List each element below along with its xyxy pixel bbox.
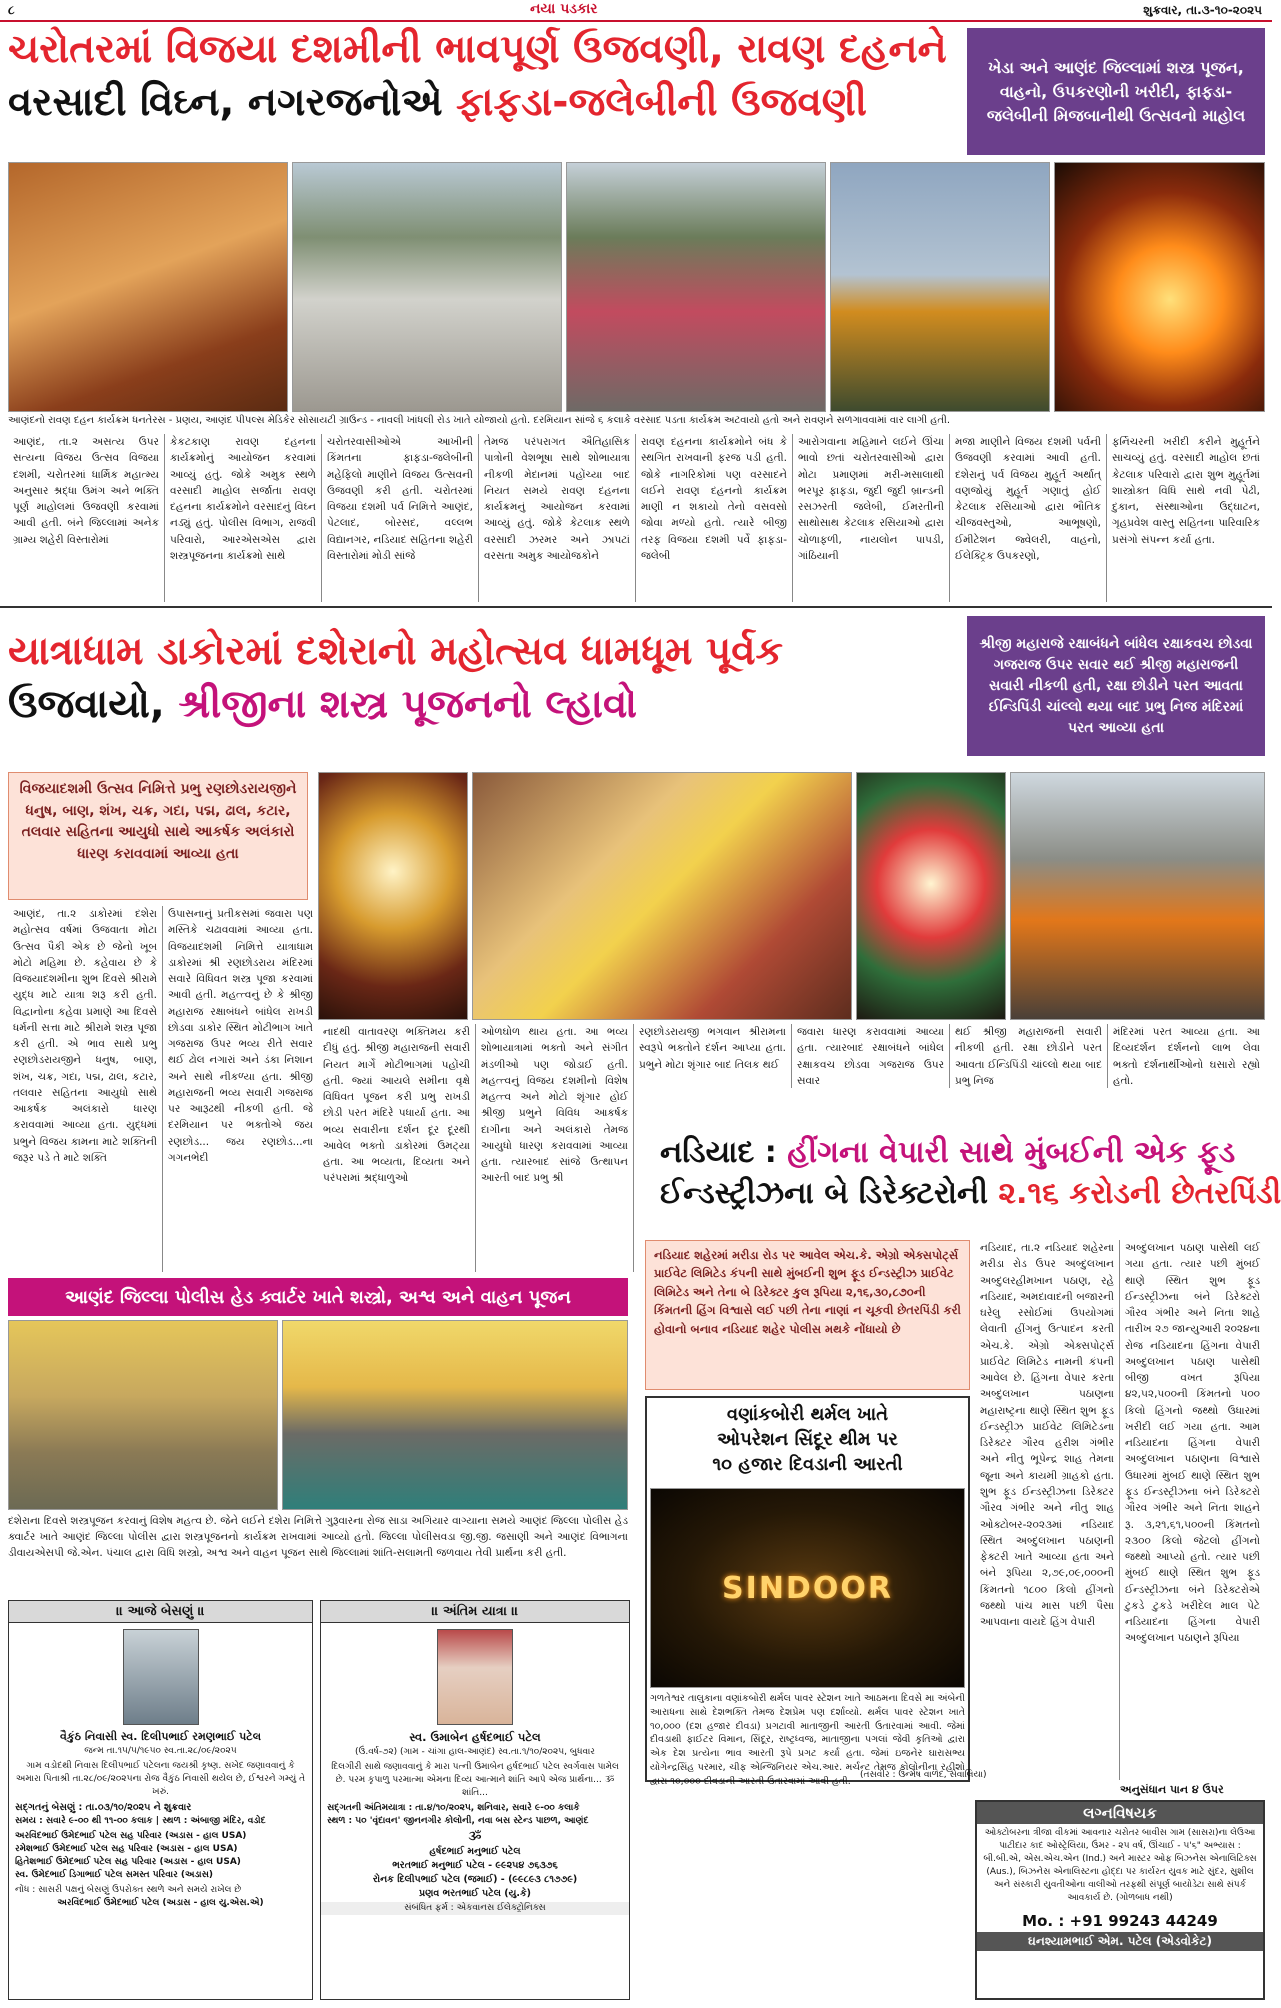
photo-chariot-procession: [292, 162, 562, 412]
obit2-family: ભરતભાઈ મનુભાઈ પટેલ - ૯૯૨૫૪ ૭૬૩૭૬: [392, 1860, 558, 1872]
story2-headline-highlight: શ્રીજીના શસ્ત્ર પૂજનનો લ્હાવો: [178, 681, 638, 727]
story2-body-left: [8, 906, 318, 1272]
story1-sidebox-text: ખેડા અને આણંદ જિલ્લામાં શસ્ત્ર પૂજન, વાહનો, ઉપકરણોની ખરીદી, ફાફડા-જલેબીની મિજબાનીથી ઉત્સવનો માહોલ: [986, 57, 1246, 125]
story3-kicker: નડિયાદ :: [660, 1135, 788, 1170]
obit2-text: દિલગીરી સાથે જણાવવાનું કે મારા પત્ની ઉમાબેન હર્ષદભાઈ પટેલ સ્વર્ગવાસ પામેલ છે. પરમ કૃપાળુ પરમાત્મા એમના દિવ્ય આત્માને શાંતિ આપે એજ પ્રાર્થના... ૐ શાંતિ...: [331, 1761, 619, 1798]
matrimony-text: ઓક્ટોબરના ત્રીજા વીકમાં આવનાર ચરોતર બાવીસ ગામ (સાસરા)ના લેઉઆ પાટીદાર કાદ ઓસ્ટ્રેલિયા, ઉંમર - ૨૫ વર્ષ, ઊંચાઈ - ૫'૬" અભ્યાસ : બી.બી.એ, એસ.એચ.એન (Ind.) અને માસ્ટર ઓફ બિઝનેસ એનાલિટિક્સ (Aus.), બિઝનેસ એનાલિસ્ટના હોદ્દા પર કાર્યરત યુવક માટે સુંદર, સુશીલ અને સંસ્કારી યુવતીઓના વાલીઓ તરફથી સંપૂર્ણ બાયોડેટા સાથે સંપર્ક આવકાર્ય છે. (ગોળબાધ નથી): [983, 1828, 1257, 1904]
obit2-box: [320, 1600, 630, 2000]
story1-col: ચરોતરવાસીઓએ આખીની કિંમતના ફાફડા-જલેબીની મહેફિલો માણીને વિજય ઉત્સવની ઉજવણી કરી હતી. ચરોતરમાં વિજયા દશમી પર્વ નિમિત્તે આણંદ, પેટલાદ, બોરસદ, વલ્લભ વિદ્યાનગર, નડિયાદ સહિતના શહેરી વિસ્તારોમાં મોડી સાંજે: [322, 434, 479, 602]
photo-diya-sindoor: [650, 1488, 965, 1688]
obit1-family: હિતેશભાઈ ઉમેદભાઈ પટેલ સહ પરિવાર (અડાસ - હાલ USA): [15, 1857, 241, 1868]
page-header: [0, 0, 1272, 22]
masthead: નયા પડકાર: [530, 1, 598, 17]
photo-decorated-deity: [856, 772, 1006, 1020]
photo-ravan-effigy: [830, 162, 1050, 412]
obit2-dates: (ઉં.વર્ષ-૭૨) (ગામ - ચાંગા હાલ-આણંદ) સ્વ.તા.૧/૧૦/૨૦૨૫, બુધવાર: [355, 1746, 595, 1757]
story1-headline: [8, 28, 958, 126]
story1-caption: આણંદનો રાવણ દહન કાર્યક્રમ ધનતેરસ - પ્રણય, આણંદ પીપલ્સ મેડિકેર સોસાયટી ગ્રાઉન્ડ - નાવલી ખાંધલી રોડ ખાતે યોજાયો હતો. દરમિયાન સાંજે ૬ કલાકે વરસાદ પડતા કાર્યક્રમ અટવાયો હતો અને રાવણને સળગાવવામાં વાર લાગી હતી.: [8, 415, 951, 426]
story2-pinkbox: [8, 772, 308, 900]
story5-credit: (તસવીર : ઉન્મેષ વાળંદ, સેવાલિયા): [860, 1770, 987, 1780]
story1-col: કેકટકાણ રાવણ દહનના કાર્યક્રમોનું આયોજન કરવામાં આવ્યું હતું. જોકે અમુક સ્થળે વરસાદી માહોલ સર્જાતા રાવણ દહનના કાર્યક્રમોને વરસાદનું વિઘ્ન નડ્યું હતું. પોલીસ વિભાગ, રાજવી પરિવારો, આરએસએસ દ્વારા શસ્ત્રપૂજનના કાર્યક્રમો સાથે: [165, 434, 322, 602]
page-number: ૮: [8, 3, 15, 17]
story5-body: ગળતેશ્વર તાલુકાના વણાંકબોરી થર્મલ પાવર સ્ટેશન ખાતે આઠમના દિવસે મા અંબેની આરાધના સાથે દેશભક્તિ તેમજ દેશપ્રેમ પણ દર્શાવ્યો. થર્મલ પાવર સ્ટેશન ખાતે ૧૦,૦૦૦ (દશ હજાર દીવડા) પ્રગટાવી માતાજીની આરતી ઉતારવામાં આવી. જેમાં દીવડાથી ફાઈટર વિમાન, સિંદૂર, રાષ્ટ્રધ્વજ, માતાજીના પગલાં જેવી કૃતિઓ દ્વારા એક દેશ પ્રત્યેના ભાવ આરતી રૂપે પ્રગટ કર્યા હતા. જેમાં ઇજનેર ઘારાસભ્ય યોગેન્દ્રસિંહ પરમાર, ચીફ એન્જિનિયર એચ.આર. મર્ચન્ટ તેમજ કોલોનીના રહીશો દ્વારા ૧૦,૦૦૦ દીવડાની આરતી ઉતારવામાં આવી હતી.: [650, 1693, 965, 1787]
story5-headline-line: ૧૦ હજાર દિવડાની આરતી: [712, 1454, 903, 1476]
obit1-family: રમેશભાઈ ઉમેદભાઈ પટેલ સહ પરિવાર (અડાસ - હાલ USA): [15, 1843, 238, 1854]
story1-body: [8, 434, 1265, 602]
story1-col: રાવણ દહનના કાર્યક્રમોને બંધ કે સ્થગિત રાખવાની ફરજ પડી હતી. જોકે નાગરિકોમાં પણ વરસાદને લઈને રાવણ દહનનો કાર્યક્રમ માણી ન શકાયો તેનો વસવસો જોવા મળ્યો હતો. ત્યારે બીજી તરફ વિજયા દશમી પર્વે ફાફડા-જલેબી: [636, 434, 793, 602]
story2-headline-part: ઉજવાયો,: [8, 681, 179, 727]
story5-headline-line: વણાંકબોરી થર્મલ ખાતે: [726, 1404, 889, 1425]
story1-sidebox: [967, 28, 1265, 155]
story4-photo-strip: [8, 1320, 628, 1510]
story2-col: ઉપાસનાનું પ્રતીકસમાં જવારા પણ મસ્તિકે ચઢાવવામાં આવ્યા હતા. વિજયાદશમી નિમિત્તે યાત્રાધામ ડાકોરમાં શ્રી રણછોડરાય મંદિરમાં સવારે વિધિવત શસ્ત્ર પૂજા કરવામાં આવી હતી. મહત્ત્વનું છે કે શ્રીજી મહારાજ રક્ષાબંધને બાંધેલ રાખડી છોડવા ડાકોર સ્થિત મોટીભાગ ખાતે ગજરાજ ઉપર ભવ્ય રીતે સવાર થઈ ઢોલ નગારાં અને ડંકા નિશાન અને સાથે નીકળ્યા હતા. શ્રીજી મહારાજની ભવ્ય સવારી ગજરાજ પર આરૂઢથી નીકળી હતી. જે દરમિયાન પર ભક્તોએ જય રણછોડ... જય રણછોડ...ના ગગનભેદી: [168, 908, 313, 1164]
photo-weapons-puja: [282, 1320, 628, 1510]
photo-ranchhodrai-idol: [318, 772, 468, 1020]
obit1-text: ગામ વડોદથી નિવાસ દિલીપભાઈ પટેલના જયશ્રી કૃષ્ણ. સખેદ જણાવવાનું કે અમારા પિતાશ્રી તા.૨૮/૦૯/૨૦૨૫ના રોજ વૈકુંઠ નિવાસી થયેલ છે, ઈશ્વરને ગમ્યું તે ખરું.: [15, 1760, 306, 1798]
obit2-families: [321, 1845, 629, 1900]
photo-shastra-puja: [472, 772, 852, 1020]
story2-col: જવારા ધારણ કરાવવામાં આવ્યા હતા. ત્યારબાદ રક્ષાબંધને બાંધેલ રક્ષાકવચ છોડવા ગજરાજ ઉપર સવાર: [792, 1024, 950, 1088]
photo-ravan-burning: [1054, 162, 1265, 412]
photo-food-stall: [8, 162, 288, 412]
obit1-time: સમય : સવારે ૯-૦૦ થી ૧૧-૦૦ કલાક | સ્થળ : અંબાજી મંદિર, વડોદ: [15, 1815, 266, 1826]
story2-sidebox: [967, 616, 1265, 756]
story2-col: રણછોડરાયજી ભગવાન શ્રીરામના સ્વરૂપે ભક્તોને દર્શન આપ્યા હતા. પ્રભુને મોટા શૃંગાર બાદ તિલક થઈ: [634, 1024, 792, 1088]
obit1-family: સ્વ. ઉમેદભાઈ ડિગાભાઈ પટેલ સમસ્ત પરિવાર (અડાસ): [15, 1870, 214, 1881]
story2-sidebox-text: શ્રીજી મહારાજે રક્ષાબંધને બાંધેલ રક્ષાકવચ છોડવા ગજરાજ ઉપર સવાર થઈ શ્રીજી મહારાજની સવારી નીકળી હતી, રક્ષા છોડીને પરત આવતા ઈન્ડિપિંડી ચાંલ્લો થયા બાદ પ્રભુ નિજ મંદિરમાં પરત આવ્યા હતા: [979, 635, 1253, 736]
story2-col: ઓળઘોળ થાય હતા. આ ભવ્ય શોભાયાત્રામાં ભક્તો અને સંગીત મંડળીઓ પણ જોડાઈ હતી. મહત્ત્વનું વિજય દશમીનો વિશેષ મહત્ત્વ અને મોટો શૃંગાર હોઈ શ્રીજી પ્રભુને વિવિધ આકર્ષક દાગીના અને અલંકારો તેમજ આયુધો ધારણ કરાવવામાં આવ્યા હતા. ત્યારબાદ સાંજે ઉત્થાપન આરતી બાદ પ્રભુ શ્રી: [476, 1024, 634, 1272]
story3-pinkbox: [645, 1240, 970, 1390]
matrimony-box: [975, 1800, 1265, 2000]
story3-col: અબ્દુલખાન પઠાણ પાસેથી લઈ ગયા હતા. ત્યાર પછી મુંબઈ થાણે સ્થિત શુભ ફૂડ ઈન્ડસ્ટ્રીઝના બંને ડિરેક્ટરો ગૌરવ ગંભીર અને નિતા શાહે તારીખ ૨૭ જાન્યુઆરી ૨૦૨૪ના રોજ નડિયાદના હિંગના વેપારી અબ્દુલખાન પઠાણ પાસેથી બીજી વખત રૂપિયા ૪૨,૫૨,૫૦૦ની કિંમતનો ૫૦૦ કિલો હિંગનો જથ્થો ઉધારમાં ખરીદી લઈ ગયા હતા. આમ નડિયાદના હિંગના વેપારી અબ્દુલખાન પઠાણના વિશ્વાસે ઉધારમાં મુંબઈ થાણે સ્થિત શુભ ફૂડ ઈન્ડસ્ટ્રીઝના બંને ડિરેક્ટરો ગૌરવ ગંભીર અને નિતા શાહને રૂ. ૩,૨૧,૬૧,૫૦૦ની કિંમતનો ૨૩૦૦ કિલો જેટલો હીંગનો જથ્થો આપ્યો હતો. ત્યાર પછી મુંબઈ થાણે સ્થિત શુભ ફૂડ ઈન્ડસ્ટ્રીઝના બંને ડિરેક્ટરોએ ટુકડે ટુકડે ખરીદેલ માલ પેટે નડિયાદના હિંગના વેપારી અબ્દુલખાન પઠાણને રૂપિયા: [1125, 1242, 1260, 1645]
story3-col: નડિયાદ, તા.૨ નડિયાદ શહેરના મરીડા રોડ ઉપર અબ્દુલખાન અબ્દુલરહીમખાન પઠાણ, રહે નડિયાદ, અમદાવાદની બજારની ઘરેલુ રસોઈમાં ઉપયોગમાં લેવાતી હીંગનું ઉત્પાદન કરતી એચ.કે. એગ્રો એક્સપોર્ટ્સ પ્રાઈવેટ લિમિટેડ નામની કંપની આવેલ છે. હિંગના વેપાર કરતા અબ્દુલખાન પઠાણના મહારાષ્ટ્રના થાણે સ્થિત શુભ ફૂડ ઈન્ડસ્ટ્રીઝ પ્રાઈવેટ લિમિટેડના ડિરેક્ટર ગૌરવ હરીશ ગંભીર અને નીતુ ભૂપેન્દ્ર શાહ તેમના જૂના અને કાયમી ગ્રાહકો હતા. શુભ ફૂડ ઈન્ડસ્ટ્રીઝના ડિરેક્ટર ગૌરવ ગંભીર અને નીતુ શાહ ઓક્ટોબર-૨૦૨૩માં નડિયાદ સ્થિત અબ્દુલખાન પઠાણની ફેક્ટરી ખાતે આવ્યા હતા અને બંને રૂપિયા ૨,૭૯,૦૯,૦૦૦ની કિંમતનો ૧૮૦૦ કિલો હીંગનો જથ્થો પાંચ માસ પછી પૈસા આપવાના વાયદે હિંગ વેપારી: [975, 1240, 1120, 1780]
story2-headline: [8, 630, 958, 728]
story1-headline-line1: ચરોતરમાં વિજયા દશમીની ભાવપૂર્ણ ઉજવણી, રાવણ દહનને: [8, 27, 947, 72]
story1-headline-part: વરસાદી વિઘ્ન, નગરજનોએ: [8, 79, 457, 125]
story2-headline-line1: [8, 630, 958, 675]
obit1-name: વૈકુંઠ નિવાસી સ્વ. દિલીપભાઈ રમણભાઈ પટેલ: [59, 1730, 262, 1743]
obit2-portrait: [437, 1629, 513, 1725]
story3-pinkbox-text: નડિયાદ શહેરમાં મરીડા રોડ પર આવેલ એચ.કે. એગ્રો એક્સપોર્ટ્સ પ્રાઈવેટ લિમિટેડ કંપની સાથે મુંબઈની શુભ ફૂડ ઈન્ડસ્ટ્રીઝ પ્રાઈવેટ લિમિટેડ અને તેના બે ડિરેક્ટર કુલ રૂપિયા ૨,૧૬,૩૦,૮૭૦ની કિંમતની હિંગ વિશ્વાસે લઈ પછી તેના નાણાં ન ચૂકવી છેતરપિંડી કરી હોવાનો બનાવ નડિયાદ શહેર પોલીસ મથકે નોંધાયો છે: [654, 1248, 961, 1336]
story3-continued: અનુસંધાન પાન ૪ ઉપર: [1120, 1783, 1224, 1796]
story3-body: [975, 1240, 1265, 1780]
divider: [0, 606, 1272, 608]
story3-headline-line1: [660, 1136, 1265, 1171]
story1-photo-strip: [8, 162, 1265, 412]
story2-col: નાદથી વાતાવરણ ભક્તિમય કરી દીધું હતું. શ્રીજી મહારાજની સવારી નિયત માર્ગે મોટીભાગમાં પહોંચી હતી. જ્યાં આયલે સમીના વૃક્ષે વિધિવત પૂજન કરી પ્રભુ રાખડી છોડી પરત મંદિરે પધાર્યા હતા. આ ભવ્ય સવારીના દર્શન દૂર દૂરથી આવેલ ભક્તો ડાકોરમાં ઉમટ્યા હતા. આ ભવ્યતા, દિવ્યતા અને પરંપરામાં શ્રદ્ધાળુઓ: [318, 1024, 476, 1272]
story4-caption: દશેરાના દિવસે શસ્ત્રપૂજન કરવાનું વિશેષ મહત્વ છે. જેને લઈને દશેરા નિમિત્તે ગુરૂવારના રોજ સાડા અગિયાર વાગ્યાના સમયે આણંદ જિલ્લા પોલીસ હેડ ક્વાર્ટર ખાતે આણંદ જિલ્લા પોલીસ દ્વારા શસ્ત્રપૂજનનો કાર્યક્રમ રાખવામાં આવ્યો હતો. જિલ્લા પોલીસવડા જી.જી. જસાણી અને આણંદ વિભાગના ડીવાયએસપી જે.એન. પંચાલ દ્વારા વિધિ શસ્ત્રો, અશ્વ અને વાહન પૂજન સાથે જિલ્લામાં શાંતિ-સલામતી જળવાય તેવી પ્રાર્થના કરી હતી.: [8, 1515, 628, 1559]
story4-headline: આણંદ જિલ્લા પોલીસ હેડ ક્વાર્ટર ખાતે શસ્ત્રો, અશ્વ અને વાહન પૂજન: [65, 1286, 571, 1308]
story2-col: થઈ શ્રીજી મહારાજની સવારી નીકળી હતી. રક્ષા છોડીને પરત આવતા ઈન્ડિપિંડી ચાંલ્લો થયા બાદ પ્રભુ નિજ: [950, 1024, 1108, 1088]
obit2-om: ૐ: [468, 1828, 482, 1843]
issue-date: શુક્રવાર, તા.૩-૧૦-૨૦૨૫: [1143, 3, 1262, 17]
story2-photo-strip: [318, 772, 1265, 1020]
story3-headline: [660, 1135, 1281, 1211]
story3-headline-line2: [660, 1175, 1281, 1212]
story1-col: આણંદ, તા.૨ અસત્ય ઉપર સત્યના વિજય ઉત્સવ વિજયા દશમી, ચરોતરમાં ધાર્મિક મહાત્મ્ય અનુસાર શ્રદ્ધા ઉમંગ અને ભક્તિ પૂર્ણ માહોલમાં ઉજવણી કરવામાં આવી હતી. બંને જિલ્લામાં અનેક ગ્રામ્ય શહેરી વિસ્તારોમાં: [8, 434, 165, 602]
obit2-place: સ્થળ : ૫૦ 'વૃંદાવન' જીનનગીર કોલોની, નવા બસ સ્ટેન્ડ પાછળ, આણંદ: [327, 1815, 589, 1826]
photo-diya-text: SINDOOR: [722, 1570, 893, 1606]
matrimony-title: લગ્નવિષયક: [977, 1802, 1263, 1824]
matrimony-mobile: Mo. : +91 99243 44249: [1022, 1912, 1218, 1931]
photo-police-officers: [8, 1320, 278, 1510]
obit1-sign: અરવિંદભાઈ ઉમેદભાઈ પટેલ (અડાસ - હાલ યુ.એસ.એ): [57, 1898, 264, 1909]
obit1-portrait: [123, 1629, 199, 1725]
story4-headline-bar: [8, 1278, 628, 1316]
story1-headline-line2: [8, 81, 958, 126]
obit1-family: અરવિંદભાઈ ઉમેદભાઈ પટેલ સહ પરિવાર (અડાસ - હાલ USA): [15, 1830, 247, 1841]
story1-headline-highlight: ફાફડા-જલેબીની ઉજવણી: [456, 79, 867, 125]
story1-col: તેમજ પરંપરાગત ઐતિહાસિક પાત્રોની વેશભૂષા સાથે શોભાયાત્રા નીકળી મેદાનમાં પહોંચ્યા બાદ નિયત સમયે રાવણ દહનના કાર્યક્રમનું આયોજન કરવામાં આવ્યું હતું. જોકે કેટલાક સ્થળે વરસાદી ઝરમર અને ઝાપટાં વરસતા અમુક આયોજકોને: [479, 434, 636, 602]
obit2-name: સ્વ. ઉમાબેન હર્ષદભાઈ પટેલ: [409, 1730, 541, 1744]
obit2-title: ॥ અંતિમ યાત્રા ॥: [321, 1601, 629, 1623]
story1-col: મજા માણીને વિજય દશમી પર્વની ઉજવણી કરવામાં આવી હતી. દશેરાનું પર્વ વિજય મુહૂર્ત અર્થાત્ વણજોયું મુહૂર્ત ગણાતું હોઈ કેટલાક રસિયાઓ દ્વારા ભૌતિક ચીજવસ્તુઓ, આભૂષણો, ઈમીટેશન જ્વેલરી, વાહનો, ઈલેક્ટ્રિક ઉપકરણો,: [950, 434, 1107, 602]
matrimony-contact: ઘનશ્યામભાઈ એમ. પટેલ (એડવોકેટ): [977, 1932, 1263, 1951]
story3-headline-highlight: ૨.૧૬ કરોડની છેતરપિંડી: [998, 1175, 1281, 1211]
obit2-family: હર્ષદભાઈ મનુભાઈ પટેલ: [429, 1846, 521, 1858]
story3-headline-highlight: હીંગના વેપારી સાથે મુંબઈની એક ફૂડ: [787, 1135, 1236, 1170]
obit1-box: [8, 1600, 313, 2000]
story2-pinkbox-text: વિજયાદશમી ઉત્સવ નિમિત્તે પ્રભુ રણછોડરાયજીને ધનુષ, બાણ, શંખ, ચક્ર, ગદા, પદ્મ, ઢાલ, કટાર, તલવાર સહિતના આયુધો સાથે આકર્ષક અલંકારો ધારણ કરાવવામાં આવ્યા હતા: [19, 781, 297, 863]
obit2-family: પ્રણવ ભરતભાઈ પટેલ (યુ.કે): [418, 1887, 532, 1899]
story2-headline-text: યાત્રાધામ ડાકોરમાં દશેરાનો મહોત્સવ ધામધૂમ પૂર્વક: [8, 629, 784, 674]
photo-elephant-procession: [1010, 772, 1265, 1020]
obit1-title: ॥ આજે બેસણું ॥: [9, 1601, 312, 1623]
story5-headline: [650, 1402, 965, 1478]
story2-headline-line2: [8, 683, 958, 728]
story1-col: ફર્નિચરની ખરીદી કરીને મુહૂર્તને સાચવ્યું હતું. વરસાદી માહોલ છતાં કેટલાક પરિવારો દ્વારા શુભ મુહૂર્તમાં શાસ્ત્રોક્ત વિધિ સાથે નવી પેઢી, દુકાન, સંસ્થાઓના ઉદ્ઘાટન, ગૃહપ્રવેશ વાસ્તુ સહિતના પારિવારિક પ્રસંગો સંપન્ન કર્યા હતા.: [1112, 436, 1260, 546]
story1-col: આરોગવાના મહિમાને લઈને ઊંચા ભાવો છતાં ચરોતરવાસીઓ દ્વારા મોટા પ્રમાણમાં મરી-મસાલાથી ભરપૂર ફાફડા, જુદી જુદી બ્રાન્ડની રસઝરતી જલેબી, ઈમરતીની સાથોસાથ કેટલાક રસિયાઓ દ્વારા ચોળાફળી, નાયલોન પાપડી, ગાંઠિયાની: [793, 434, 950, 602]
story3-headline-part: ઈન્ડસ્ટ્રીઝના બે ડિરેક્ટરોની: [660, 1175, 999, 1211]
obit2-sign: સંબંધિત ફર્મ : એકવાનસ ઈલેક્ટ્રોનિક્સ: [321, 1902, 629, 1915]
story5-headline-line: ઓપરેશન સિંદૂર થીમ પર: [717, 1429, 898, 1451]
obit2-yatra: સદ્ગતની અંતિમયાત્રા : તા.૪/૧૦/૨૦૨૫, શનિવાર, સવારે ૯-૦૦ કલાકે: [327, 1802, 580, 1813]
story2-col: આણંદ, તા.૨ ડાકોરમાં દશેરા મહોત્સવ વર્ષમાં ઉજવાતા મોટા ઉત્સવ પૈકી એક છે જેનો ખૂબ મોટો મહિમા છે. કહેવાય છે કે વિજયાદશમીના શુભ દિવસે શ્રીરામે યુદ્ધ માટે યાત્રા શરૂ કરી હતી. વિદ્વાનોના કહેવા પ્રમાણે આ દિવસે ધર્મની સત્તા માટે શ્રીરામે શસ્ત્ર પૂજા કરી હતી. એ ભાવ સાથે પ્રભુ રણછોડરાયજીને ધનુષ, બાણ, શંખ, ચક્ર, ગદા, પદ્મ, ઢાલ, કટાર, તલવાર સહિતના આયુધો સાથે આકર્ષક અલંકારો ધારણ કરાવવામાં આવ્યા હતા. યુદ્ધમાં પ્રભુને વિજય કામના માટે શક્તિની જરૂર પડે તે માટે શક્તિ: [8, 906, 163, 1272]
obit1-note: નોંધ : સાસરી પક્ષનું બેસણું ઉપરોક્ત સ્થળે અને સમયે રાખેલ છે: [15, 1885, 242, 1896]
obit1-besnu: સદ્ગતનું બેસણું : તા.૦૩/૧૦/૨૦૨૫ ને શુક્રવાર: [15, 1802, 192, 1814]
obit1-families: [9, 1828, 312, 1884]
obit2-family: રોનક દિલીપભાઈ પટેલ (જમાઈ) - (૯૯૮૯૩ ૮૧૭૭૯): [372, 1873, 578, 1885]
photo-crowd-road: [566, 162, 826, 412]
obit1-dates: જન્મ તા.૧૫/૫/૧૯૫૦ સ્વ.તા.૨૮/૦૯/૨૦૨૫: [84, 1745, 237, 1756]
story2-col: મંદિરમાં પરત આવ્યા હતા. આ દિવ્યદર્શન દર્શનનો લાભ લેવા ભક્તો દર્શનાર્થીઓનો ઘસારો રહ્યો હતો.: [1113, 1026, 1260, 1087]
